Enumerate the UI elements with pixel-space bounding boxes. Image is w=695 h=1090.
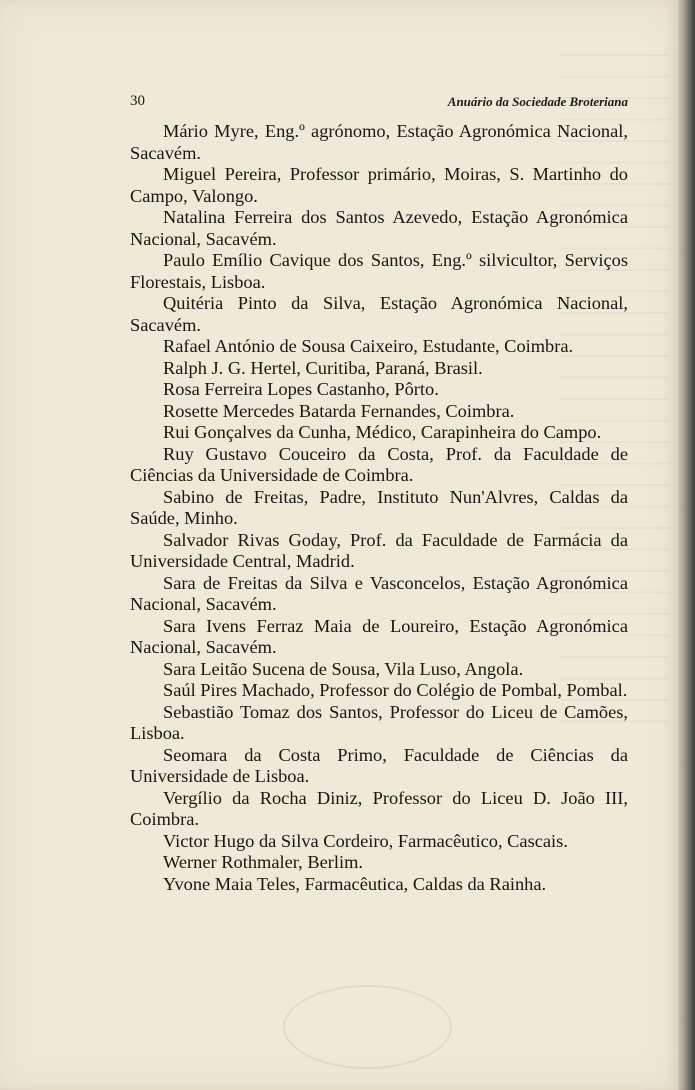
member-entry: Sebastião Tomaz dos Santos, Professor do Liceu de Camões, Lisboa. [130, 701, 628, 743]
member-entry: Rafael António de Sousa Caixeiro, Estudante, Coimbra. [163, 336, 574, 356]
member-entry: Quitéria Pinto da Silva, Estação Agronómica Nacional, Sacavém. [130, 293, 628, 335]
faint-stamp [283, 985, 452, 1069]
member-entry: Ruy Gustavo Couceiro da Costa, Prof. da Faculdade de Ciências da Universidade de Coimbra. [130, 443, 628, 485]
member-entry: Werner Rothmaler, Berlim. [163, 852, 364, 872]
page-edge [678, 0, 695, 1090]
member-entry: Rui Gonçalves da Cunha, Médico, Carapinheira do Campo. [163, 422, 602, 442]
member-entry: Victor Hugo da Silva Cordeiro, Farmacêutico, Cascais. [163, 830, 568, 851]
page-header [130, 93, 628, 115]
member-entry: Sara Ivens Ferraz Maia de Loureiro, Estação Agronómica Nacional, Sacavém. [130, 615, 628, 657]
member-entry: Paulo Emílio Cavique dos Santos, Eng.º silvicultor, Serviços Florestais, Lisboa. [130, 250, 628, 292]
member-entry: Saúl Pires Machado, Professor do Colégio de Pombal, Pombal. [163, 680, 628, 700]
member-entry: Rosette Mercedes Batarda Fernandes, Coimbra. [163, 400, 515, 421]
member-entry: Yvone Maia Teles, Farmacêutica, Caldas da Rainha. [163, 873, 547, 894]
member-entry: Vergílio da Rocha Diniz, Professor do Liceu D. João III, Coimbra. [130, 787, 628, 829]
member-entry: Salvador Rivas Goday, Prof. da Faculdade de Farmácia da Universidade Central, Madrid. [130, 529, 628, 571]
member-entry: Mário Myre, Eng.º agrónomo, Estação Agronómica Nacional, Sacavém. [130, 121, 628, 163]
member-entry: Ralph J. G. Hertel, Curitiba, Paraná, Brasil. [163, 357, 483, 378]
member-entry: Miguel Pereira, Professor primário, Moiras, S. Martinho do Campo, Valongo. [130, 164, 628, 206]
member-entry: Rosa Ferreira Lopes Castanho, Pôrto. [163, 379, 439, 399]
running-title: Anuário da Sociedade Broteriana [447, 94, 628, 109]
member-entry: Sara Leitão Sucena de Sousa, Vila Luso, Angola. [163, 658, 524, 679]
member-entry: Seomara da Costa Primo, Faculdade de Ciências da Universidade de Lisboa. [130, 744, 628, 786]
member-entry: Sabino de Freitas, Padre, Instituto Nun'Alvres, Caldas da Saúde, Minho. [130, 486, 628, 528]
member-entry: Natalina Ferreira dos Santos Azevedo, Estação Agronómica Nacional, Sacavém. [130, 207, 628, 249]
member-entry: Sara de Freitas da Silva e Vasconcelos, Estação Agronómica Nacional, Sacavém. [130, 572, 628, 614]
page-number: 30 [130, 93, 145, 109]
member-list [130, 121, 628, 895]
